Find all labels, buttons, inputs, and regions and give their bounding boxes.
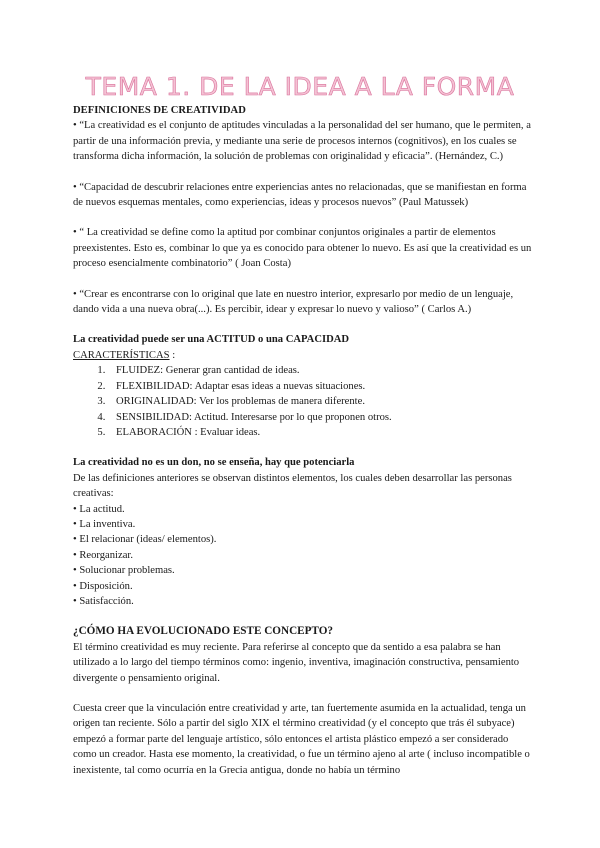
list-item: • La inventiva. (73, 518, 136, 530)
characteristics-heading: La creatividad puede ser una ACTITUD o una CAPACIDAD (73, 334, 350, 346)
document-body (73, 103, 533, 778)
characteristics-label-text: CARACTERÍSTICAS (73, 349, 170, 361)
list-item: 5. ELABORACIÓN : Evaluar ideas. (108, 425, 533, 440)
evolution-heading: ¿CÓMO HA EVOLUCIONADO ESTE CONCEPTO? (73, 625, 334, 638)
evolution-paragraph: El término creatividad es muy reciente. Para referirse al concepto que da sentido a esa palabra se han utilizado a lo largo del tiempo términos como: ingenio, inventiva, imaginación constructiva, pensamiento divergente o pensamiento original. (73, 641, 520, 684)
page-title: TEMA 1. DE LA IDEA A LA FORMA (85, 72, 515, 101)
definition-item: • “ La creatividad se define como la aptitud por combinar conjuntos originales a partir de elementos preexistentes. Esto es, combinar lo que ya es conocido para obtener lo nuevo. Es así que la creatividad es un proceso esencialmente combinatorio” ( Joan Costa) (73, 227, 532, 270)
list-item: • Disposición. (73, 580, 133, 592)
characteristics-label-suffix: : (169, 349, 176, 361)
potential-heading: La creatividad no es un don, no se enseña, hay que potenciarla (73, 457, 355, 469)
list-item: 4. SENSIBILIDAD: Actitud. Interesarse por lo que proponen otros. (108, 410, 533, 425)
list-item: • Solucionar problemas. (73, 565, 175, 577)
list-item: • Satisfacción. (73, 595, 134, 607)
list-item: • El relacionar (ideas/ elementos). (73, 534, 217, 546)
definition-item: • “Capacidad de descubrir relaciones entre experiencias antes no relacionadas, que se manifiestan en forma de nuevos esquemas mentales, como experiencias, ideas y procesos nuevos” (Paul Matussek) (73, 181, 527, 209)
list-item: • Reorganizar. (73, 549, 133, 561)
definition-item: • “La creatividad es el conjunto de aptitudes vinculadas a la personalidad del ser humano, que le permiten, a partir de una información previa, y mediante una serie de procesos internos (cognitivos), en los cuales se transforma dicha información, la solución de problemas con originalidad y eficacia”. (Hernández, C.) (73, 120, 531, 163)
definition-item: • “Crear es encontrarse con lo original que late en nuestro interior, expresarlo por medio de un lenguaje, dando vida a una nueva obra(...). Es percibir, idear y expresar lo nuevo y valioso” ( Carlos A.) (73, 288, 514, 316)
characteristics-list (73, 363, 533, 440)
potential-intro: De las definiciones anteriores se observan distintos elementos, los cuales deben desarrollar las personas creativas: (73, 472, 512, 500)
characteristics-label (73, 348, 533, 363)
list-item: 1. FLUIDEZ: Generar gran cantidad de ideas. (108, 363, 533, 378)
list-item: • La actitud. (73, 503, 125, 515)
list-item: 3. ORIGINALIDAD: Ver los problemas de manera diferente. (108, 394, 533, 409)
definitions-heading: DEFINICIONES DE CREATIVIDAD (73, 105, 246, 116)
list-item: 2. FLEXIBILIDAD: Adaptar esas ideas a nuevas situaciones. (108, 379, 533, 394)
evolution-paragraph: Cuesta creer que la vinculación entre creatividad y arte, tan fuertemente asumida en la actualidad, tenga un origen tan reciente. Sólo a partir del siglo XIX el término creatividad (y el concepto que trás él subyace) empezó a formar parte del lenguaje artístico, sólo entonces el artista plástico empezó a ser considerado como un creador. Hasta ese momento, la creatividad, o fue un término ajeno al arte ( incluso incompatible o inexistente, tal como ocurría en la Grecia antigua, donde no había un término (73, 703, 530, 776)
